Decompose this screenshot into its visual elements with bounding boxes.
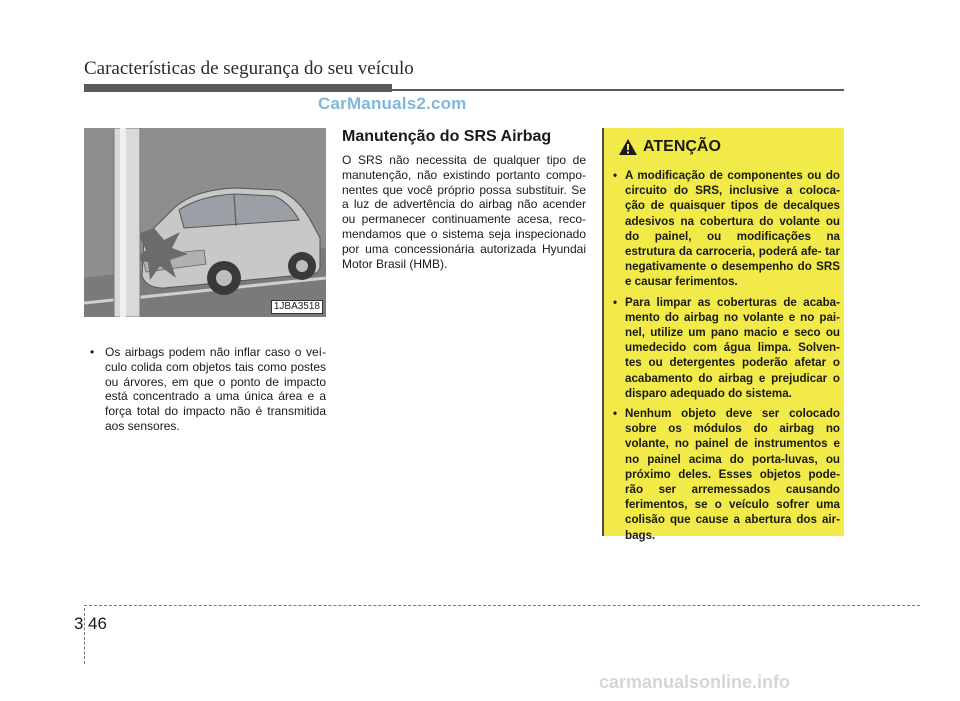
section-title: Manutenção do SRS Airbag [342, 128, 552, 145]
car-pole-illustration [84, 128, 326, 317]
footer-divider [84, 605, 920, 606]
section-body: O SRS não necessita de qualquer tipo de manutenção, não existindo portanto compo- nentes que você próprio possa substituir. Se a luz de advertência do airbag não acender ou permanecer continuamente acesa, reco- mendamos que o sistema seja inspecionado por uma concessionária autorizada Hyundai Motor Brasil (HMB). [342, 153, 586, 271]
bullet-dot: • [613, 169, 618, 182]
bullet-dot: • [90, 345, 95, 359]
warning-item [612, 406, 840, 543]
header-bar-thick [84, 84, 392, 92]
warning-item [612, 168, 840, 290]
warning-title: ATENÇÃO [643, 138, 721, 155]
airbag-note-bullet [84, 345, 326, 434]
warning-item-text: A modificação de componentes ou do circuito do SRS, inclusive a coloca- ção de quaisquer tipos de decalques adesivos na cobertura do volante ou do painel, ou modificações na estrutura da carroceria, poderá afe- tar negativamente o desempenho do SRS e causar ferimentos. [625, 169, 840, 289]
warning-item-text: Para limpar as coberturas de acaba- mento do airbag no volante e no pai- nel, utilize um pano macio e seco ou umedecido com água limpa. Solven- tes ou detergentes poderão afetar o acabamento do airbag e prejudicar o disparo adequado do sistema. [625, 295, 840, 400]
warning-triangle-icon [618, 138, 638, 156]
watermark-top: CarManuals2.com [318, 94, 467, 113]
warning-item [612, 295, 840, 401]
page-section: 3 [74, 614, 84, 633]
bullet-dot: • [613, 407, 618, 421]
airbag-note-text: Os airbags podem não inflar caso o veí- culo colida com objetos tais como postes ou árvores, em que o ponto de impacto está concentrado a uma única área e a força total do impacto não é transmitida aos sensores. [105, 345, 326, 433]
warning-list [612, 168, 840, 548]
image-code-label: 1JBA3518 [271, 300, 323, 314]
page-header-title: Características de segurança do seu veículo [84, 58, 414, 79]
car-crash-drawing [84, 128, 326, 317]
page-number [74, 614, 107, 634]
page-number-value: 46 [88, 614, 107, 633]
bullet-dot: • [613, 295, 618, 309]
header-bar-thin [392, 89, 844, 91]
watermark-bottom: carmanualsonline.info [599, 672, 791, 692]
warning-item-text: Nenhum objeto deve ser colocado sobre os módulos do airbag no volante, no painel de instrumentos e no painel acima do porta-luvas, ou próximo deles. Esses objetos pode- rão ser arremessados causando ferimentos, se o veículo sofrer uma colisão que cause a abertura dos air- bags. [625, 407, 840, 542]
warning-header [618, 138, 721, 156]
warning-box [602, 128, 844, 542]
